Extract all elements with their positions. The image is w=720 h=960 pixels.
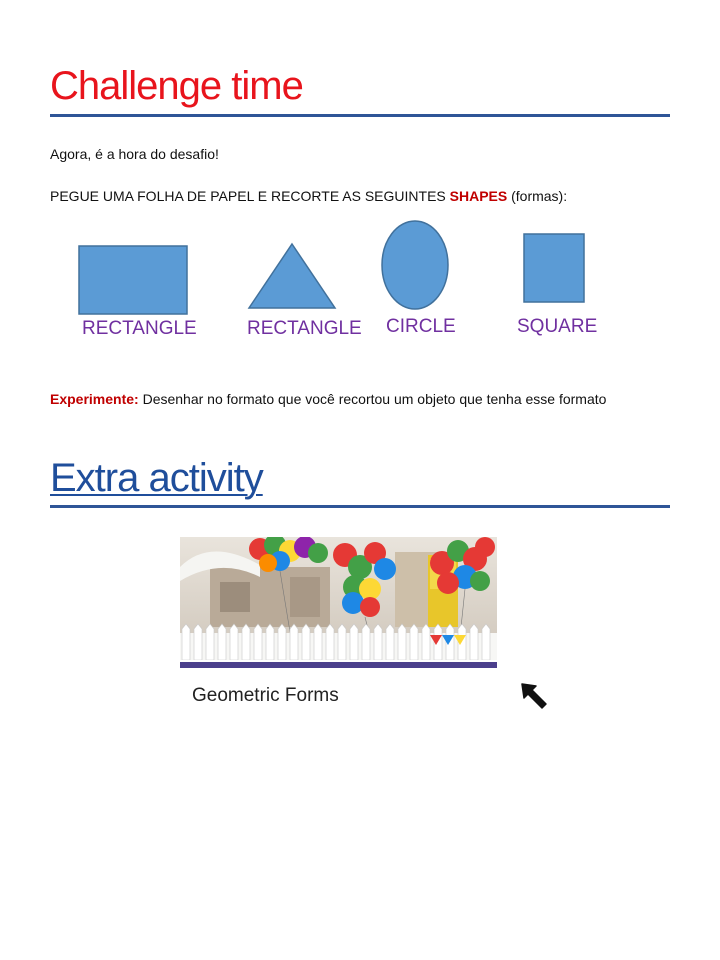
experiment-label: Experimente: bbox=[50, 391, 139, 407]
shape-label-triangle: RECTANGLE bbox=[247, 318, 362, 339]
triangle-icon bbox=[249, 244, 335, 308]
instruction-suffix: (formas): bbox=[507, 188, 568, 204]
challenge-divider bbox=[50, 114, 670, 117]
card-title[interactable]: Geometric Forms bbox=[192, 685, 339, 706]
instruction-text: PEGUE UMA FOLHA DE PAPEL E RECORTE AS SEGUINTES bbox=[50, 188, 450, 204]
challenge-intro: Agora, é a hora do desafio! bbox=[50, 146, 219, 162]
extra-divider bbox=[50, 505, 670, 508]
challenge-heading: Challenge time bbox=[50, 64, 303, 108]
challenge-instruction bbox=[50, 189, 567, 203]
card-accent-bar bbox=[180, 662, 497, 668]
mouse-pointer-icon bbox=[518, 680, 552, 714]
shape-label-square: SQUARE bbox=[517, 316, 598, 337]
experiment-text: Desenhar no formato que você recortou um objeto que tenha esse formato bbox=[138, 391, 607, 407]
instruction-highlight: SHAPES bbox=[449, 188, 508, 204]
square-icon bbox=[524, 234, 584, 302]
extra-activity-heading[interactable]: Extra activity bbox=[50, 456, 263, 500]
circle-icon bbox=[382, 221, 448, 309]
experiment-line bbox=[50, 392, 606, 406]
shape-label-circle: CIRCLE bbox=[386, 316, 456, 337]
shapes-row bbox=[50, 218, 670, 318]
balloons-house-fence-image[interactable] bbox=[180, 537, 497, 660]
shape-label-rectangle: RECTANGLE bbox=[82, 318, 197, 339]
rectangle-icon bbox=[79, 246, 187, 314]
